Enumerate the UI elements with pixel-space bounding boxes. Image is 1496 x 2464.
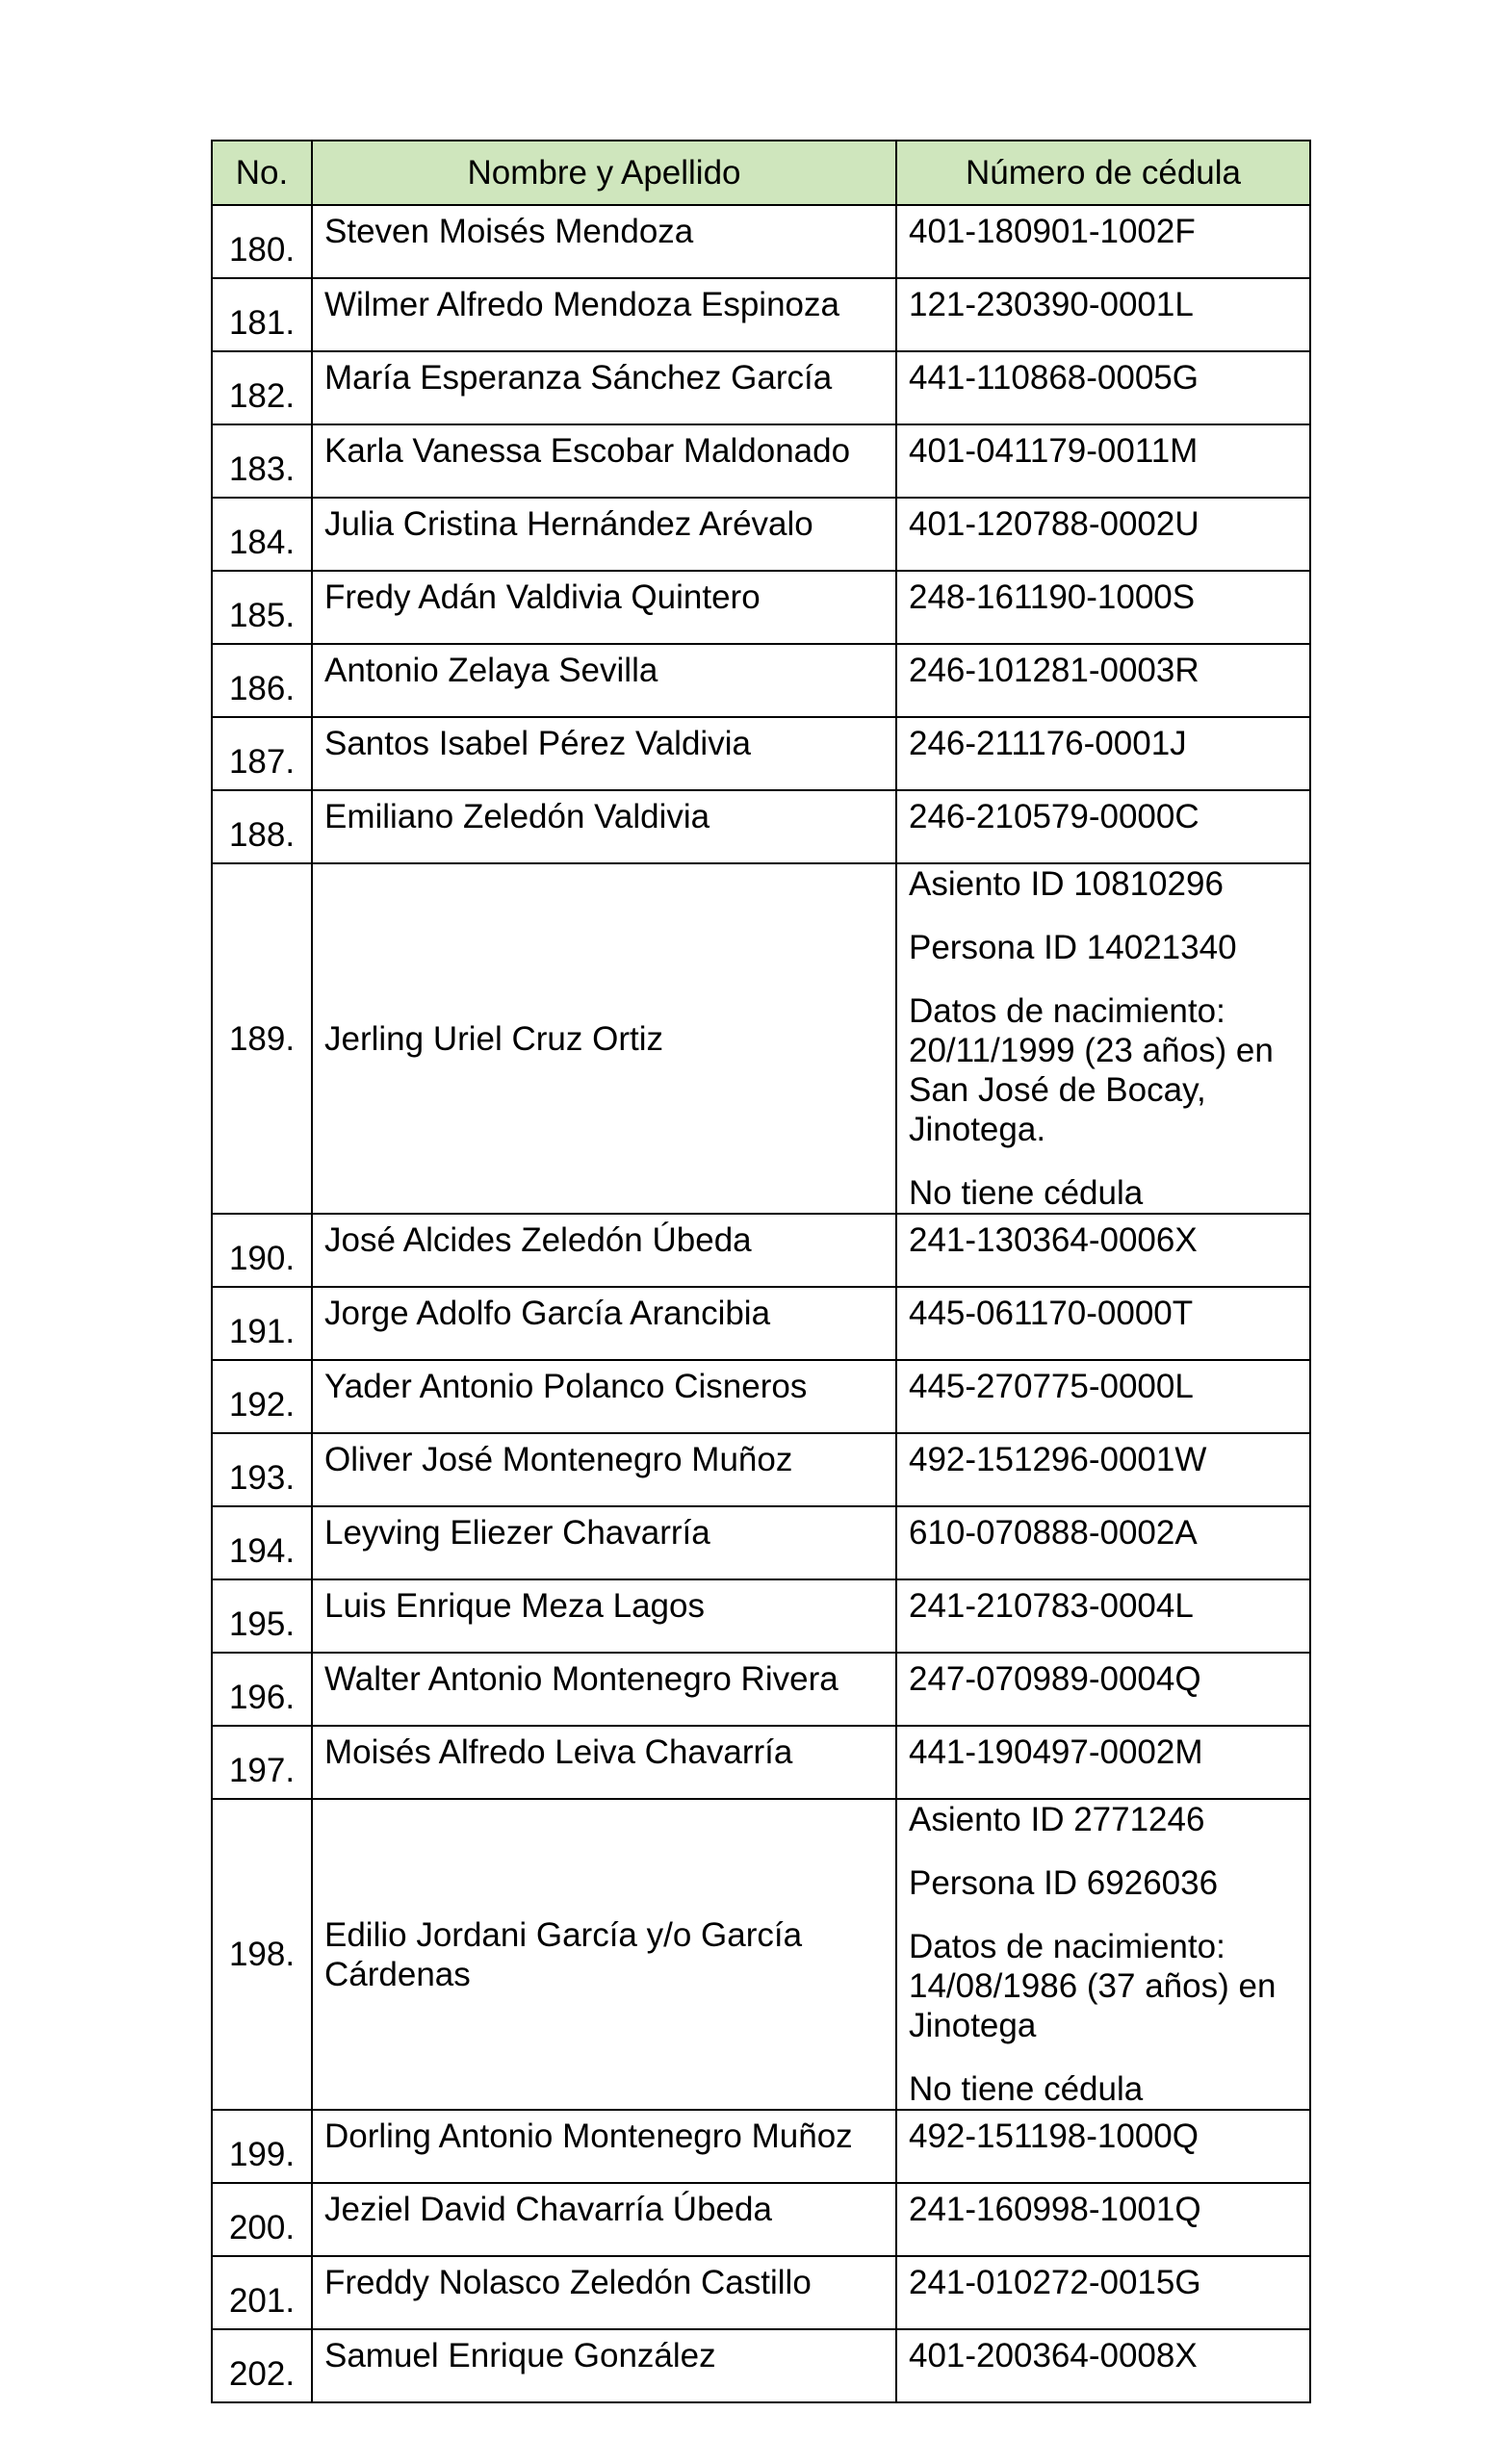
row-number: 182. (228, 377, 296, 415)
row-number: 185. (228, 597, 296, 634)
full-name-cell: Fredy Adán Valdivia Quintero (312, 571, 896, 644)
full-name-cell: Walter Antonio Montenegro Rivera (312, 1653, 896, 1726)
full-name-cell: Emiliano Zeledón Valdivia (312, 790, 896, 863)
table-row (212, 790, 1310, 863)
id-number-cell: 445-270775-0000L (896, 1360, 1310, 1433)
table-row (212, 498, 1310, 571)
full-name-cell: Karla Vanessa Escobar Maldonado (312, 424, 896, 498)
id-number-cell: 246-101281-0003R (896, 644, 1310, 717)
row-number: 187. (228, 743, 296, 781)
id-number-cell: 121-230390-0001L (896, 278, 1310, 351)
row-number-cell (212, 717, 312, 790)
detail-line: No tiene cédula (909, 2070, 1144, 2108)
table-row (212, 351, 1310, 424)
row-number-cell (212, 1799, 312, 2110)
row-number-cell (212, 278, 312, 351)
full-name-cell: José Alcides Zeledón Úbeda (312, 1214, 896, 1287)
id-number-cell: 401-041179-0011M (896, 424, 1310, 498)
row-number: 197. (228, 1752, 296, 1789)
id-number-cell: 241-210783-0004L (896, 1579, 1310, 1653)
table-row (212, 644, 1310, 717)
full-name-cell: Wilmer Alfredo Mendoza Espinoza (312, 278, 896, 351)
row-number: 190. (228, 1240, 296, 1277)
id-number-cell: 241-130364-0006X (896, 1214, 1310, 1287)
table-row (212, 1433, 1310, 1506)
full-name-cell: Steven Moisés Mendoza (312, 205, 896, 278)
table-row (212, 571, 1310, 644)
row-number-cell (212, 863, 312, 1214)
table-header (212, 141, 1310, 205)
id-number-cell: 401-180901-1002F (896, 205, 1310, 278)
header-row (212, 141, 1310, 205)
full-name-cell: Freddy Nolasco Zeledón Castillo (312, 2256, 896, 2329)
row-number-cell (212, 351, 312, 424)
id-number-cell: 248-161190-1000S (896, 571, 1310, 644)
row-number-cell (212, 1579, 312, 1653)
full-name-cell: Oliver José Montenegro Muñoz (312, 1433, 896, 1506)
row-number: 202. (228, 2355, 296, 2393)
row-number: 201. (228, 2282, 296, 2320)
detail-line: Persona ID 14021340 (909, 929, 1237, 966)
table-row (212, 1579, 1310, 1653)
id-number-cell: 610-070888-0002A (896, 1506, 1310, 1579)
row-number: 199. (228, 2136, 296, 2173)
id-number-cell: 246-211176-0001J (896, 717, 1310, 790)
full-name-cell: Julia Cristina Hernández Arévalo (312, 498, 896, 571)
detail-line: Asiento ID 10810296 (909, 865, 1224, 903)
detail-line: Datos de nacimiento: 14/08/1986 (37 años) en Jinotega (909, 1928, 1277, 2044)
table-row (212, 278, 1310, 351)
row-number: 188. (228, 816, 296, 854)
full-name-cell: Jorge Adolfo García Arancibia (312, 1287, 896, 1360)
row-number-cell (212, 205, 312, 278)
id-number-cell: 441-190497-0002M (896, 1726, 1310, 1799)
id-number-cell: 247-070989-0004Q (896, 1653, 1310, 1726)
full-name-cell: Jeziel David Chavarría Úbeda (312, 2183, 896, 2256)
row-number: 184. (228, 524, 296, 561)
full-name-cell: María Esperanza Sánchez García (312, 351, 896, 424)
row-number-cell (212, 2183, 312, 2256)
id-number-cell: 441-110868-0005G (896, 351, 1310, 424)
row-number: 189. (228, 1019, 296, 1058)
row-number: 195. (228, 1605, 296, 1643)
row-number: 192. (228, 1386, 296, 1424)
id-number-cell: 445-061170-0000T (896, 1287, 1310, 1360)
full-name-cell: Dorling Antonio Montenegro Muñoz (312, 2110, 896, 2183)
table-row (212, 2110, 1310, 2183)
row-number-cell (212, 2110, 312, 2183)
table-row (212, 717, 1310, 790)
full-name-cell: Santos Isabel Pérez Valdivia (312, 717, 896, 790)
table-row (212, 424, 1310, 498)
table-row (212, 863, 1310, 1214)
column-header-number: No. (212, 141, 312, 205)
full-name-cell: Yader Antonio Polanco Cisneros (312, 1360, 896, 1433)
id-number-cell: 492-151296-0001W (896, 1433, 1310, 1506)
full-name-cell: Antonio Zelaya Sevilla (312, 644, 896, 717)
id-number-cell: 401-200364-0008X (896, 2329, 1310, 2402)
row-number-cell (212, 571, 312, 644)
row-number: 191. (228, 1313, 296, 1350)
row-number-cell (212, 644, 312, 717)
table-body (212, 205, 1310, 2402)
full-name-cell: Jerling Uriel Cruz Ortiz (312, 863, 896, 1214)
table-row (212, 1726, 1310, 1799)
full-name-cell: Luis Enrique Meza Lagos (312, 1579, 896, 1653)
detail-line: Datos de nacimiento: 20/11/1999 (23 años) en San José de Bocay, Jinotega. (909, 992, 1274, 1148)
row-number-cell (212, 2329, 312, 2402)
column-header-name: Nombre y Apellido (312, 141, 896, 205)
row-number-cell (212, 1506, 312, 1579)
id-number-cell (896, 863, 1310, 1214)
row-number: 193. (228, 1459, 296, 1497)
row-number: 183. (228, 450, 296, 488)
table-row (212, 1506, 1310, 1579)
table-row (212, 2329, 1310, 2402)
row-number-cell (212, 1433, 312, 1506)
row-number: 186. (228, 670, 296, 707)
row-number: 196. (228, 1679, 296, 1716)
row-number-cell (212, 498, 312, 571)
row-number-cell (212, 424, 312, 498)
row-number: 181. (228, 304, 296, 342)
row-number: 200. (228, 2209, 296, 2246)
table-row (212, 205, 1310, 278)
table-row (212, 2183, 1310, 2256)
row-number-cell (212, 2256, 312, 2329)
row-number-cell (212, 1360, 312, 1433)
id-number-cell (896, 1799, 1310, 2110)
table-row (212, 2256, 1310, 2329)
full-name-cell: Samuel Enrique González (312, 2329, 896, 2402)
id-number-cell: 246-210579-0000C (896, 790, 1310, 863)
full-name-cell: Leyving Eliezer Chavarría (312, 1506, 896, 1579)
row-number-cell (212, 1653, 312, 1726)
detail-line: Persona ID 6926036 (909, 1864, 1219, 1902)
id-number-cell: 492-151198-1000Q (896, 2110, 1310, 2183)
id-number-cell: 241-160998-1001Q (896, 2183, 1310, 2256)
detainee-table (211, 140, 1311, 2403)
detail-line: Asiento ID 2771246 (909, 1801, 1205, 1838)
row-number-cell (212, 1287, 312, 1360)
column-header-id-number: Número de cédula (896, 141, 1310, 205)
table-row (212, 1287, 1310, 1360)
table-row (212, 1653, 1310, 1726)
full-name-cell: Moisés Alfredo Leiva Chavarría (312, 1726, 896, 1799)
table-row (212, 1360, 1310, 1433)
id-number-cell: 241-010272-0015G (896, 2256, 1310, 2329)
row-number-cell (212, 1726, 312, 1799)
row-number-cell (212, 1214, 312, 1287)
detail-line: No tiene cédula (909, 1174, 1144, 1212)
row-number-cell (212, 790, 312, 863)
table-row (212, 1214, 1310, 1287)
row-number: 198. (228, 1936, 296, 1973)
row-number: 180. (228, 231, 296, 269)
row-number: 194. (228, 1532, 296, 1570)
id-number-cell: 401-120788-0002U (896, 498, 1310, 571)
table-row (212, 1799, 1310, 2110)
full-name-cell: Edilio Jordani García y/o García Cárdenas (312, 1799, 896, 2110)
